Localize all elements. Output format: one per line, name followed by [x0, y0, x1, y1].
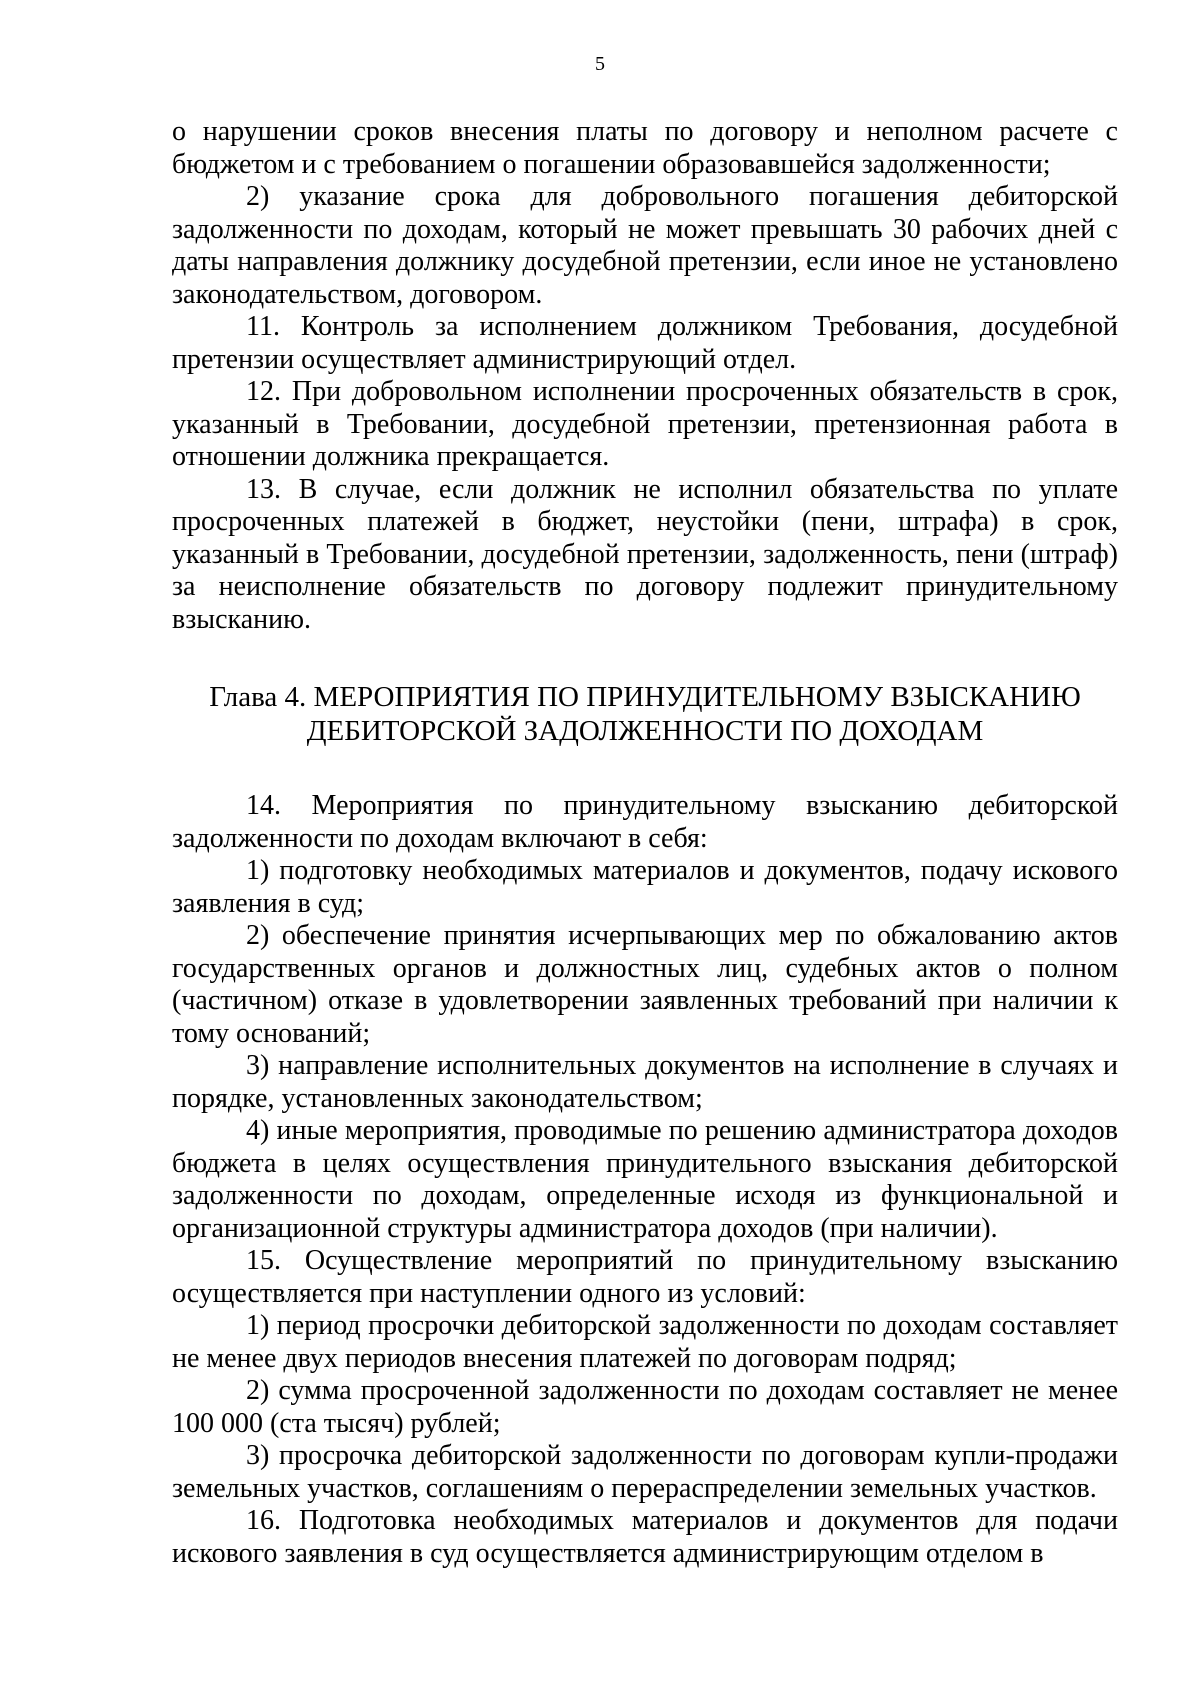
paragraph-14: 14. Мероприятия по принудительному взысканию дебиторской задолженности по доходам включают в себя: — [172, 790, 1118, 854]
document-body — [172, 116, 1118, 1570]
paragraph-item-2-deadline: 2) указание срока для добровольного погашения дебиторской задолженности по доходам, который не может превышать 30 рабочих дней с даты направления должнику досудебной претензии, если иное не установлено законодательством, договором. — [172, 181, 1118, 310]
chapter-heading — [172, 680, 1118, 748]
paragraph-14-item-1: 1) подготовку необходимых материалов и документов, подачу искового заявления в суд; — [172, 855, 1118, 919]
paragraph-13: 13. В случае, если должник не исполнил обязательства по уплате просроченных платежей в бюджет, неустойки (пени, штрафа) в срок, указанный в Требовании, досудебной претензии, задолженность, пени (штраф) за неисполнение обязательств по договору подлежит принудительному взысканию. — [172, 473, 1118, 635]
page-number: 5 — [595, 53, 605, 75]
paragraph-15-item-2: 2) сумма просроченной задолженности по доходам составляет не менее 100 000 (ста тысяч) рублей; — [172, 1375, 1118, 1439]
chapter-heading-line-1: Глава 4. МЕРОПРИЯТИЯ ПО ПРИНУДИТЕЛЬНОМУ ВЗЫСКАНИЮ — [209, 681, 1081, 713]
paragraph-14-item-3: 3) направление исполнительных документов на исполнение в случаях и порядке, установленных законодательством; — [172, 1050, 1118, 1114]
paragraph-14-item-4: 4) иные мероприятия, проводимые по решению администратора доходов бюджета в целях осуществления принудительного взыскания дебиторской задолженности по доходам, определенные исходя из функциональной и организационной структуры администратора доходов (при наличии). — [172, 1115, 1118, 1244]
paragraph-16: 16. Подготовка необходимых материалов и документов для подачи искового заявления в суд осуществляется администрирующим отделом в — [172, 1505, 1118, 1569]
paragraph-15-item-1: 1) период просрочки дебиторской задолженности по доходам составляет не менее двух периодов внесения платежей по договорам подряд; — [172, 1310, 1118, 1374]
paragraph-continuation: о нарушении сроков внесения платы по договору и неполном расчете с бюджетом и с требованием о погашении образовавшейся задолженности; — [172, 116, 1118, 180]
paragraph-11: 11. Контроль за исполнением должником Требования, досудебной претензии осуществляет администрирующий отдел. — [172, 311, 1118, 375]
paragraph-12: 12. При добровольном исполнении просроченных обязательств в срок, указанный в Требовании, досудебной претензии, претензионная работа в отношении должника прекращается. — [172, 376, 1118, 472]
paragraph-14-item-2: 2) обеспечение принятия исчерпывающих мер по обжалованию актов государственных органов и должностных лиц, судебных актов о полном (частичном) отказе в удовлетворении заявленных требований при наличии к тому оснований; — [172, 920, 1118, 1049]
paragraph-15: 15. Осуществление мероприятий по принудительному взысканию осуществляется при наступлении одного из условий: — [172, 1245, 1118, 1309]
paragraph-15-item-3: 3) просрочка дебиторской задолженности по договорам купли-продажи земельных участков, соглашениям о перераспределении земельных участков. — [172, 1440, 1118, 1504]
chapter-heading-line-2: ДЕБИТОРСКОЙ ЗАДОЛЖЕННОСТИ ПО ДОХОДАМ — [306, 715, 984, 747]
